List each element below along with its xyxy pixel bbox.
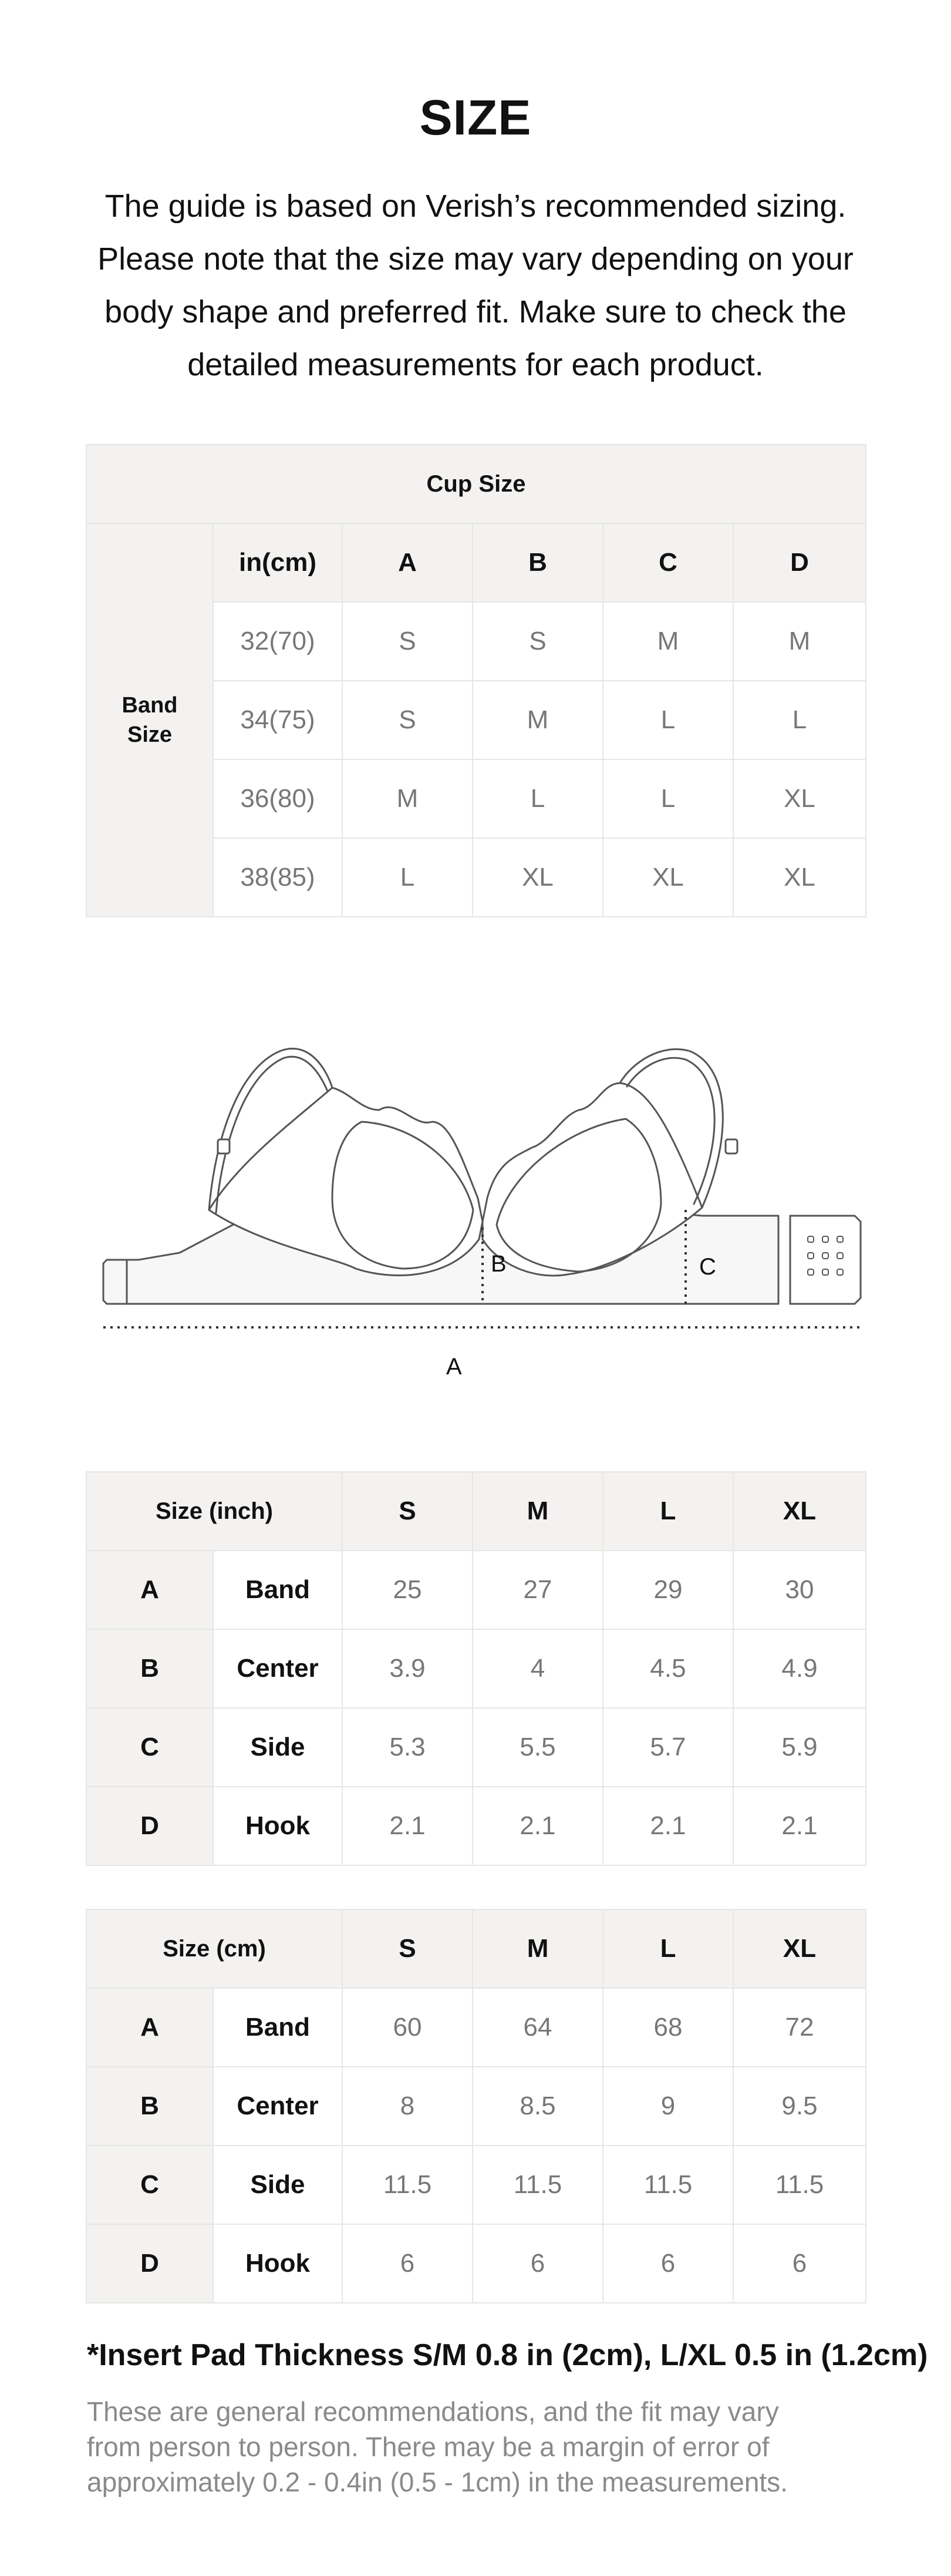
cup-header-c: C <box>603 523 733 602</box>
measure-value: 11.5 <box>473 2145 603 2224</box>
size-header-m: M <box>473 1472 603 1551</box>
size-cell: L <box>473 759 603 838</box>
size-cell: XL <box>603 838 733 917</box>
measure-value: 11.5 <box>733 2145 866 2224</box>
pad-thickness-note: *Insert Pad Thickness S/M 0.8 in (2cm), L/XL 0.5 in (1.2cm) <box>87 2338 928 2372</box>
measure-label: Hook <box>213 1787 342 1865</box>
measure-value: 5.9 <box>733 1708 866 1787</box>
intro-line: The guide is based on Verish’s recommended sizing. <box>104 189 847 224</box>
size-cell: M <box>733 602 866 681</box>
table-row <box>86 1988 866 2067</box>
bra-measurement-diagram <box>86 1022 865 1386</box>
measure-value: 6 <box>603 2224 733 2303</box>
measure-value: 5.5 <box>473 1708 603 1787</box>
measure-label: Band <box>213 1988 342 2067</box>
measure-key: A <box>86 1551 213 1629</box>
cup-header-d: D <box>733 523 866 602</box>
disclaimer-line: These are general recommendations, and the fit may vary <box>87 2396 779 2427</box>
diagram-label-b: B <box>491 1251 507 1277</box>
size-header-m: M <box>473 1909 603 1988</box>
size-header-xl: XL <box>733 1909 866 1988</box>
measure-value: 25 <box>342 1551 473 1629</box>
band-value: 36(80) <box>213 759 342 838</box>
size-cell: XL <box>733 759 866 838</box>
measure-value: 2.1 <box>733 1787 866 1865</box>
size-cell: XL <box>473 838 603 917</box>
diagram-label-a: A <box>446 1354 462 1380</box>
measure-label: Center <box>213 1629 342 1708</box>
table-row <box>86 1708 866 1787</box>
measure-value: 6 <box>342 2224 473 2303</box>
disclaimer-line: approximately 0.2 - 0.4in (0.5 - 1cm) in the measurements. <box>87 2467 788 2497</box>
measure-value: 4.5 <box>603 1629 733 1708</box>
intro-line: detailed measurements for each product. <box>187 347 764 382</box>
measure-value: 4.9 <box>733 1629 866 1708</box>
measure-label: Hook <box>213 2224 342 2303</box>
table-row <box>86 2145 866 2224</box>
size-header-s: S <box>342 1909 473 1988</box>
size-header-xl: XL <box>733 1472 866 1551</box>
measure-value: 5.7 <box>603 1708 733 1787</box>
measure-value: 2.1 <box>342 1787 473 1865</box>
inch-header-row <box>86 1472 866 1551</box>
size-cell: M <box>342 759 473 838</box>
measure-value: 11.5 <box>603 2145 733 2224</box>
size-cell: L <box>342 838 473 917</box>
size-header-l: L <box>603 1909 733 1988</box>
measure-key: B <box>86 2067 213 2145</box>
band-size-label: Band Size <box>86 523 213 917</box>
inch-table-title: Size (inch) <box>86 1472 342 1551</box>
measure-key: C <box>86 1708 213 1787</box>
size-cm-table <box>86 1909 866 2303</box>
cup-size-title: Cup Size <box>86 445 866 523</box>
size-cell: S <box>342 602 473 681</box>
measure-key: D <box>86 1787 213 1865</box>
measure-value: 72 <box>733 1988 866 2067</box>
cup-size-table <box>86 444 866 917</box>
measure-value: 6 <box>733 2224 866 2303</box>
measure-key: D <box>86 2224 213 2303</box>
measure-value: 2.1 <box>603 1787 733 1865</box>
band-value: 38(85) <box>213 838 342 917</box>
size-cell: XL <box>733 838 866 917</box>
table-row <box>86 1629 866 1708</box>
size-cell: M <box>603 602 733 681</box>
measure-key: A <box>86 1988 213 2067</box>
table-row <box>86 2224 866 2303</box>
band-value: 32(70) <box>213 602 342 681</box>
cup-header-row <box>86 523 866 602</box>
page-title: SIZE <box>419 90 532 145</box>
intro-line: body shape and preferred fit. Make sure to check the <box>104 294 847 329</box>
measure-value: 27 <box>473 1551 603 1629</box>
measure-value: 2.1 <box>473 1787 603 1865</box>
measure-value: 8 <box>342 2067 473 2145</box>
cup-header-b: B <box>473 523 603 602</box>
size-cell: L <box>733 681 866 759</box>
size-cell: S <box>473 602 603 681</box>
measure-value: 3.9 <box>342 1629 473 1708</box>
measure-value: 60 <box>342 1988 473 2067</box>
size-header-l: L <box>603 1472 733 1551</box>
size-cell: S <box>342 681 473 759</box>
measure-label: Band <box>213 1551 342 1629</box>
measure-value: 6 <box>473 2224 603 2303</box>
intro-line: Please note that the size may vary depending on your <box>97 241 854 277</box>
table-row <box>86 1787 866 1865</box>
measure-value: 9 <box>603 2067 733 2145</box>
measure-value: 64 <box>473 1988 603 2067</box>
cm-header-row <box>86 1909 866 1988</box>
measure-value: 5.3 <box>342 1708 473 1787</box>
cm-table-title: Size (cm) <box>86 1909 342 1988</box>
size-cell: M <box>473 681 603 759</box>
size-inch-table <box>86 1471 866 1866</box>
measure-value: 29 <box>603 1551 733 1629</box>
size-cell: L <box>603 759 733 838</box>
measure-label: Center <box>213 2067 342 2145</box>
measure-value: 4 <box>473 1629 603 1708</box>
bra-illustration <box>86 1022 865 1386</box>
measure-value: 30 <box>733 1551 866 1629</box>
disclaimer-line: from person to person. There may be a margin of error of <box>87 2432 770 2462</box>
size-cell: L <box>603 681 733 759</box>
measure-value: 11.5 <box>342 2145 473 2224</box>
cup-size-title-row <box>86 445 866 523</box>
measure-value: 8.5 <box>473 2067 603 2145</box>
measure-key: C <box>86 2145 213 2224</box>
intro-text <box>76 180 875 391</box>
fit-disclaimer <box>87 2394 897 2500</box>
measure-value: 68 <box>603 1988 733 2067</box>
band-value: 34(75) <box>213 681 342 759</box>
measure-label: Side <box>213 1708 342 1787</box>
size-header-s: S <box>342 1472 473 1551</box>
unit-header: in(cm) <box>213 523 342 602</box>
diagram-label-c: C <box>699 1254 716 1280</box>
measure-key: B <box>86 1629 213 1708</box>
table-row <box>86 2067 866 2145</box>
measure-value: 9.5 <box>733 2067 866 2145</box>
table-row <box>86 1551 866 1629</box>
measure-label: Side <box>213 2145 342 2224</box>
cup-header-a: A <box>342 523 473 602</box>
